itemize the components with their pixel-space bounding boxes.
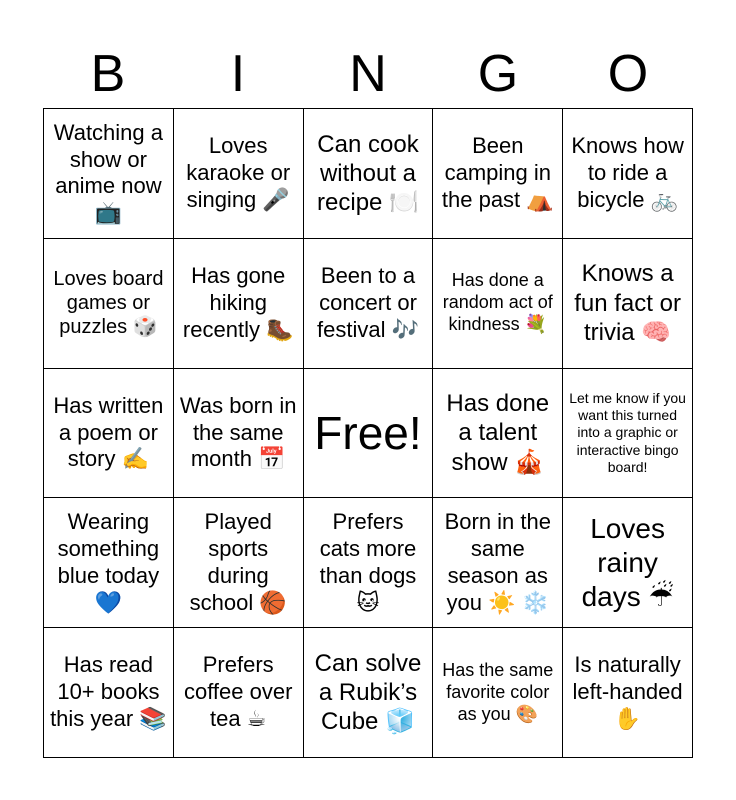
free-space-text: Free! <box>314 406 422 459</box>
cell-text: Played sports during school 🏀 <box>189 509 287 615</box>
bingo-cell[interactable] <box>44 239 174 369</box>
bingo-cell[interactable] <box>563 498 693 628</box>
bingo-grid <box>43 108 693 758</box>
header-letter-b: B <box>90 45 126 103</box>
cell-text: Been camping in the past ⛺ <box>441 133 554 212</box>
cell-text: Prefers cats more than dogs 🐱 <box>319 509 417 615</box>
cell-text: Has gone hiking recently 🥾 <box>182 262 294 342</box>
cell-text: Loves karaoke or singing 🎤 <box>186 133 291 212</box>
header-letter-n: N <box>349 45 387 103</box>
bingo-cell[interactable] <box>174 109 304 239</box>
bingo-cell[interactable] <box>304 498 434 628</box>
cell-text: Prefers coffee over tea ☕ <box>183 652 293 731</box>
cell-text: Is naturally left-handed ✋ <box>572 652 683 731</box>
cell-text: Loves board games or puzzles 🎲 <box>53 267 164 339</box>
bingo-cell-free[interactable] <box>304 369 434 499</box>
bingo-cell[interactable] <box>563 628 693 758</box>
cell-text: Has done a talent show 🎪 <box>446 390 550 476</box>
cell-text: Has done a random act of kindness 💐 <box>442 270 553 335</box>
cell-text: Has the same favorite color as you 🎨 <box>442 659 554 724</box>
cell-text: Has read 10+ books this year 📚 <box>50 652 167 731</box>
cell-text: Loves rainy days ☔ <box>581 512 674 612</box>
cell-text: Wearing something blue today 💙 <box>57 509 160 615</box>
bingo-cell[interactable] <box>174 498 304 628</box>
header-letter-g: G <box>477 45 519 103</box>
bingo-cell[interactable] <box>433 109 563 239</box>
bingo-header <box>43 40 693 108</box>
bingo-cell[interactable] <box>174 628 304 758</box>
bingo-cell[interactable] <box>563 239 693 369</box>
cell-text: Knows how to ride a bicycle 🚲 <box>571 133 684 212</box>
cell-text: Knows a fun fact or trivia 🧠 <box>574 260 681 346</box>
bingo-cell[interactable] <box>563 109 693 239</box>
bingo-cell[interactable] <box>433 369 563 499</box>
bingo-cell[interactable] <box>433 628 563 758</box>
bingo-cell[interactable] <box>433 239 563 369</box>
cell-text: Been to a concert or festival 🎶 <box>317 262 419 342</box>
bingo-cell[interactable] <box>563 369 693 499</box>
header-letter-i: I <box>230 45 246 103</box>
bingo-cell[interactable] <box>304 628 434 758</box>
bingo-cell[interactable] <box>174 369 304 499</box>
header-letter-o: O <box>607 45 649 103</box>
cell-text: Was born in the same month 📅 <box>179 392 297 472</box>
cell-text: Has written a poem or story ✍️ <box>53 392 164 472</box>
bingo-cell[interactable] <box>304 239 434 369</box>
bingo-cell[interactable] <box>44 369 174 499</box>
cell-text: Watching a show or anime now 📺 <box>53 119 164 226</box>
bingo-cell[interactable] <box>44 628 174 758</box>
bingo-cell[interactable] <box>174 239 304 369</box>
cell-text: Born in the same season as you ☀️ ❄️ <box>444 509 551 615</box>
cell-text: Let me know if you want this turned into a graphic or interactive bingo board! <box>569 390 686 475</box>
bingo-cell[interactable] <box>44 109 174 239</box>
bingo-cell[interactable] <box>44 498 174 628</box>
bingo-cell[interactable] <box>304 109 434 239</box>
bingo-cell[interactable] <box>433 498 563 628</box>
cell-text: Can cook without a recipe 🍽️ <box>317 130 419 217</box>
cell-text: Can solve a Rubik’s Cube 🧊 <box>314 649 422 736</box>
